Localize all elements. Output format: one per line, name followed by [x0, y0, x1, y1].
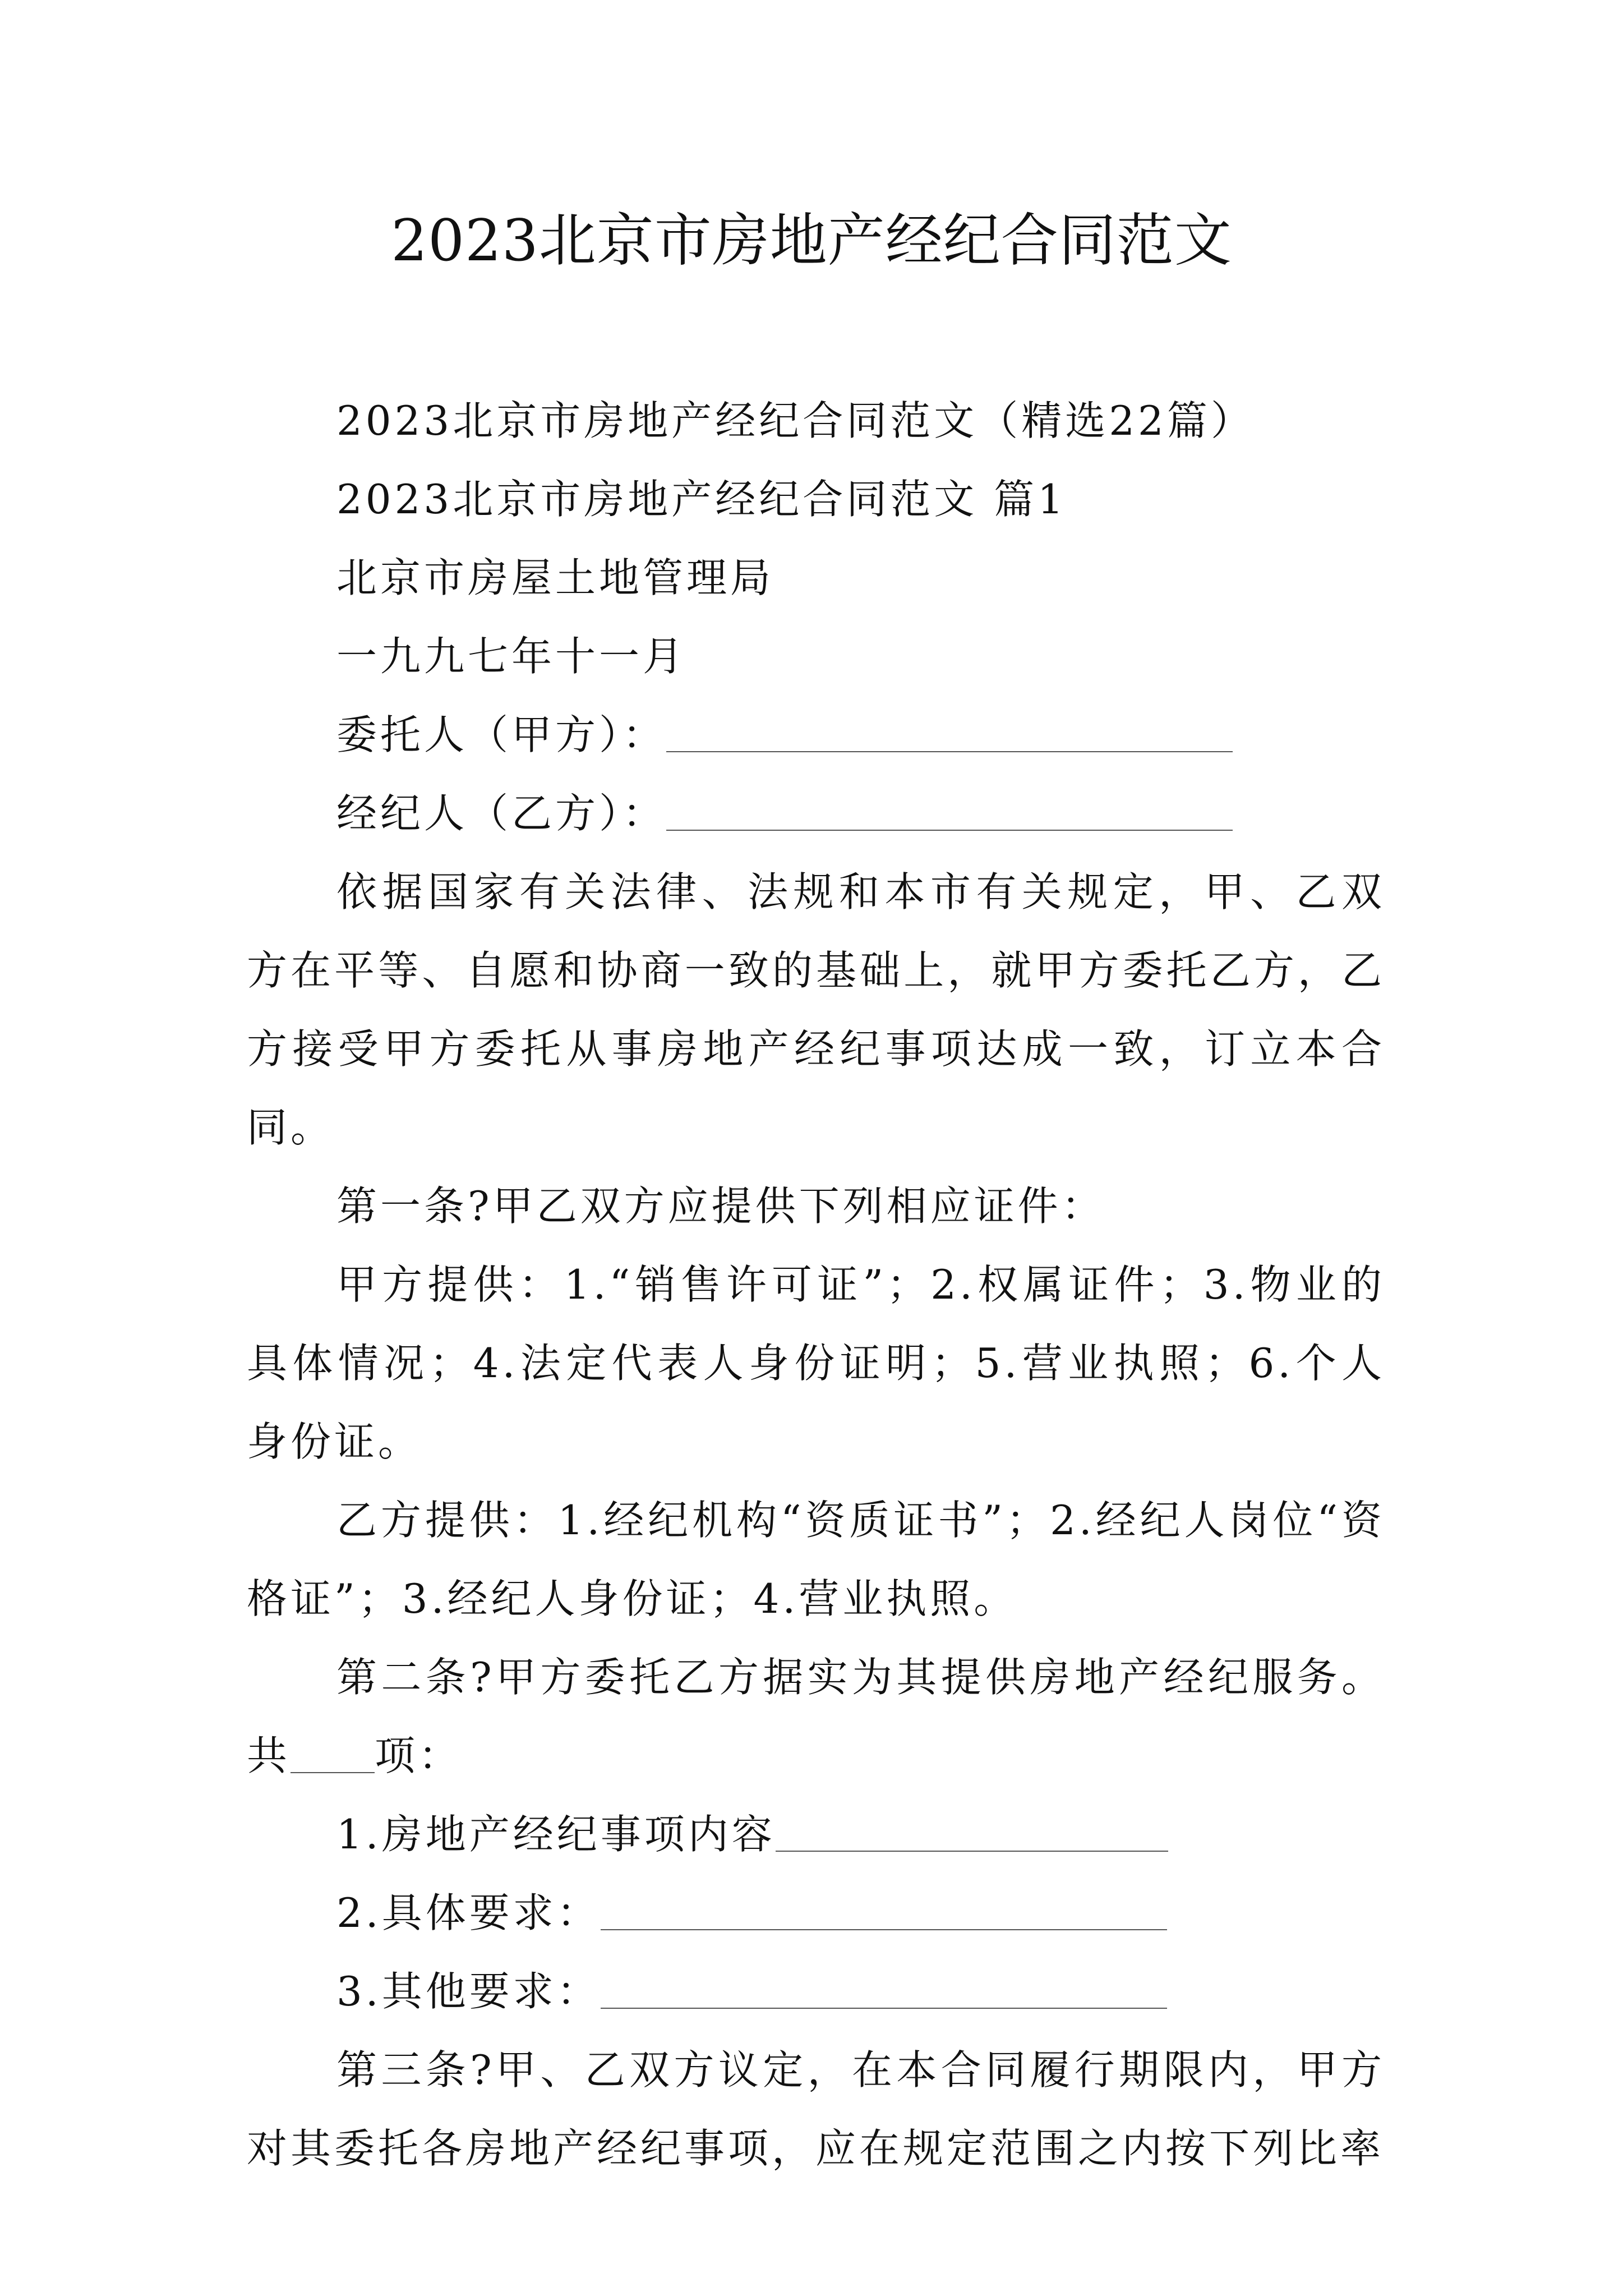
party-b-blank: [666, 790, 1233, 831]
item-count-blank: [291, 1733, 375, 1773]
item-3-label: 3.其他要求：: [336, 1968, 601, 2015]
party-b-label: 经纪人（乙方）：: [336, 790, 667, 837]
preamble-paragraph: 依据国家有关法律、法规和本市有关规定，甲、乙双方在平等、自愿和协商一致的基础上，就甲方委托乙方，乙方接受甲方委托从事房地产经纪事项达成一致，订立本合同。: [247, 868, 1385, 1151]
document-body: [247, 381, 1385, 2188]
party-b-documents: 乙方提供：1.经纪机构“资质证书”；2.经纪人岗位“资格证”；3.经纪人身份证；4.营业执照。: [247, 1497, 1385, 1622]
item-3: [247, 1952, 1385, 2031]
item-1: [247, 1795, 1385, 1874]
party-a-line: [247, 696, 1385, 774]
article-1: 第一条?甲乙双方应提供下列相应证件：: [336, 1182, 1105, 1230]
item-2-label: 2.具体要求：: [336, 1889, 601, 1936]
article-2: [247, 1638, 1385, 1795]
party-a-blank: [666, 712, 1233, 752]
document-title: 2023北京市房地产经纪合同范文: [391, 208, 1232, 274]
subtitle-line: 2023北京市房地产经纪合同范文（精选22篇）: [336, 397, 1255, 444]
issuer-line: 北京市房屋土地管理局: [336, 554, 774, 601]
item-2-blank: [601, 1890, 1167, 1930]
party-b-line: [247, 774, 1385, 853]
item-3-blank: [601, 1968, 1167, 2009]
article-3: 第三条?甲、乙双方议定，在本合同履行期限内，甲方对其委托各房地产经纪事项，应在规定范围之内按下列比率: [247, 2046, 1385, 2172]
item-1-label: 1.房地产经纪事项内容: [336, 1811, 776, 1858]
item-2: [247, 1874, 1385, 1952]
party-a-documents: 甲方提供：1.“销售许可证”；2.权属证件；3.物业的具体情况；4.法定代表人身份证明；5.营业执照；6.个人身份证。: [247, 1261, 1385, 1465]
date-line: 一九九七年十一月: [336, 633, 687, 680]
section-heading: 2023北京市房地产经纪合同范文 篇1: [336, 476, 1067, 523]
item-1-blank: [776, 1811, 1168, 1852]
article-2-text: 第二条?甲方委托乙方据实为其提供房地产经纪服务。共: [247, 1654, 1385, 1779]
party-a-label: 委托人（甲方）：: [336, 711, 667, 758]
article-2-tail: 项：: [375, 1732, 463, 1779]
